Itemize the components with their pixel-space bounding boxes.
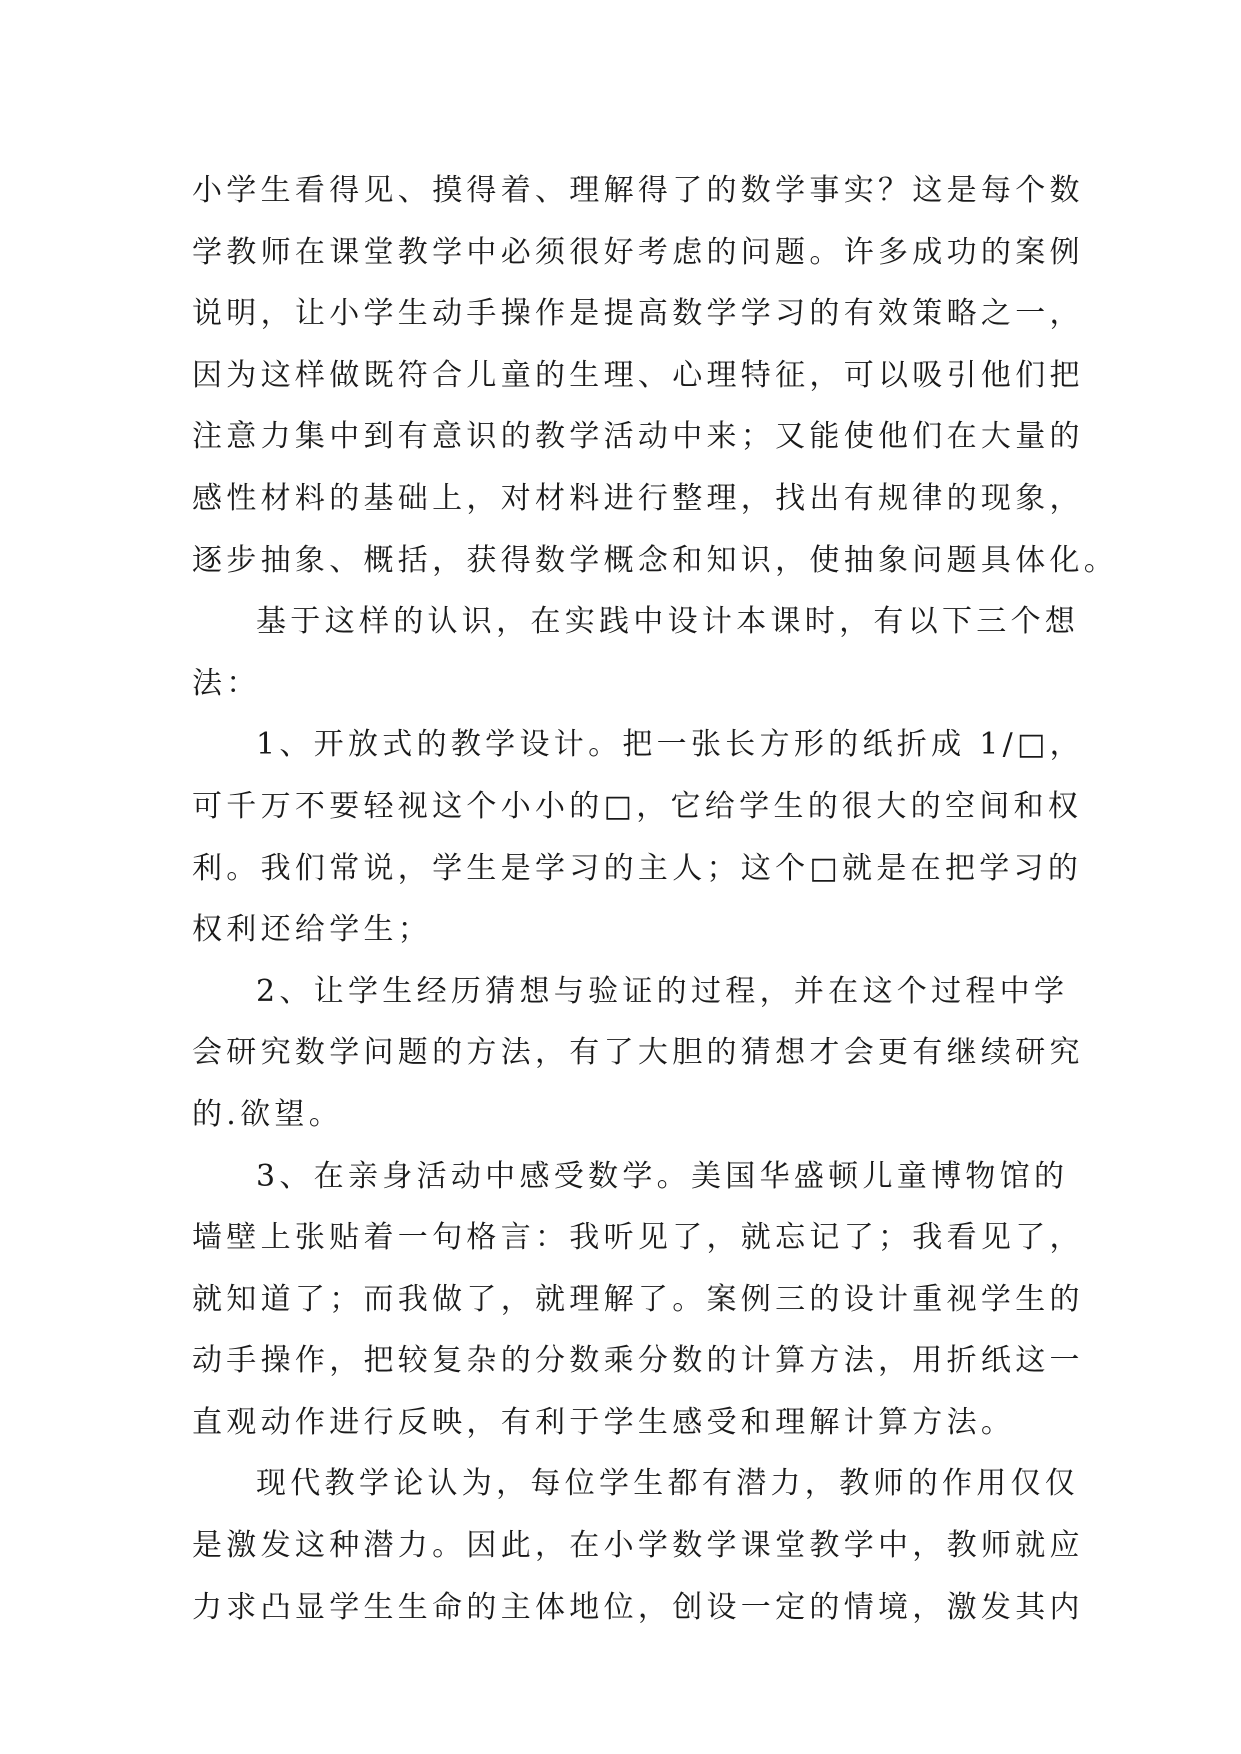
body-text — [192, 160, 1119, 1638]
text-line: 权利还给学生； — [192, 912, 433, 948]
text-line: 就知道了；而我做了，就理解了。案例三的设计重视学生的 — [192, 1281, 1084, 1317]
paragraph-start-line: 基于这样的认识，在实践中设计本课时，有以下三个想 — [256, 604, 1080, 640]
text-line: 直观动作进行反映，有利于学生感受和理解计算方法。 — [192, 1404, 1016, 1440]
text-line: 会研究数学问题的方法，有了大胆的猜想才会更有继续研究 — [192, 1035, 1084, 1071]
text-line: 因为这样做既符合儿童的生理、心理特征，可以吸引他们把 — [192, 357, 1084, 393]
text-line: 力求凸显学生生命的主体地位，创设一定的情境，激发其内 — [192, 1589, 1084, 1625]
text-line: 是激发这种潜力。因此，在小学数学课堂教学中，教师就应 — [192, 1528, 1084, 1564]
text-line: 逐步抽象、概括，获得数学概念和知识，使抽象问题具体化。 — [192, 542, 1119, 578]
text-line: 法： — [192, 665, 261, 701]
text-line: 利。我们常说，学生是学习的主人；这个□就是在把学习的 — [192, 850, 1083, 886]
text-line: 说明，让小学生动手操作是提高数学学习的有效策略之一， — [192, 296, 1084, 332]
text-line: 可千万不要轻视这个小小的□，它给学生的很大的空间和权 — [192, 788, 1083, 824]
text-line: 墙壁上张贴着一句格言：我听见了，就忘记了；我看见了， — [192, 1220, 1084, 1256]
text-line: 小学生看得见、摸得着、理解得了的数学事实？这是每个数 — [192, 173, 1084, 208]
paragraph-start-line: 2、让学生经历猜想与验证的过程，并在这个过程中学 — [256, 973, 1069, 1009]
paragraph-start-line: 现代教学论认为，每位学生都有潜力，教师的作用仅仅 — [256, 1466, 1080, 1502]
paragraph-start-line: 3、在亲身活动中感受数学。美国华盛顿儿童博物馆的 — [256, 1158, 1069, 1194]
text-line: 学教师在课堂教学中必须很好考虑的问题。许多成功的案例 — [192, 234, 1084, 270]
text-line: 感性材料的基础上，对材料进行整理，找出有规律的现象， — [192, 480, 1084, 516]
text-line: 动手操作，把较复杂的分数乘分数的计算方法，用折纸这一 — [192, 1343, 1084, 1379]
paragraph-start-line: 1、开放式的教学设计。把一张长方形的纸折成 1/□， — [256, 727, 1084, 763]
text-line: 注意力集中到有意识的教学活动中来；又能使他们在大量的 — [192, 419, 1084, 455]
text-line: 的.欲望。 — [192, 1096, 344, 1132]
